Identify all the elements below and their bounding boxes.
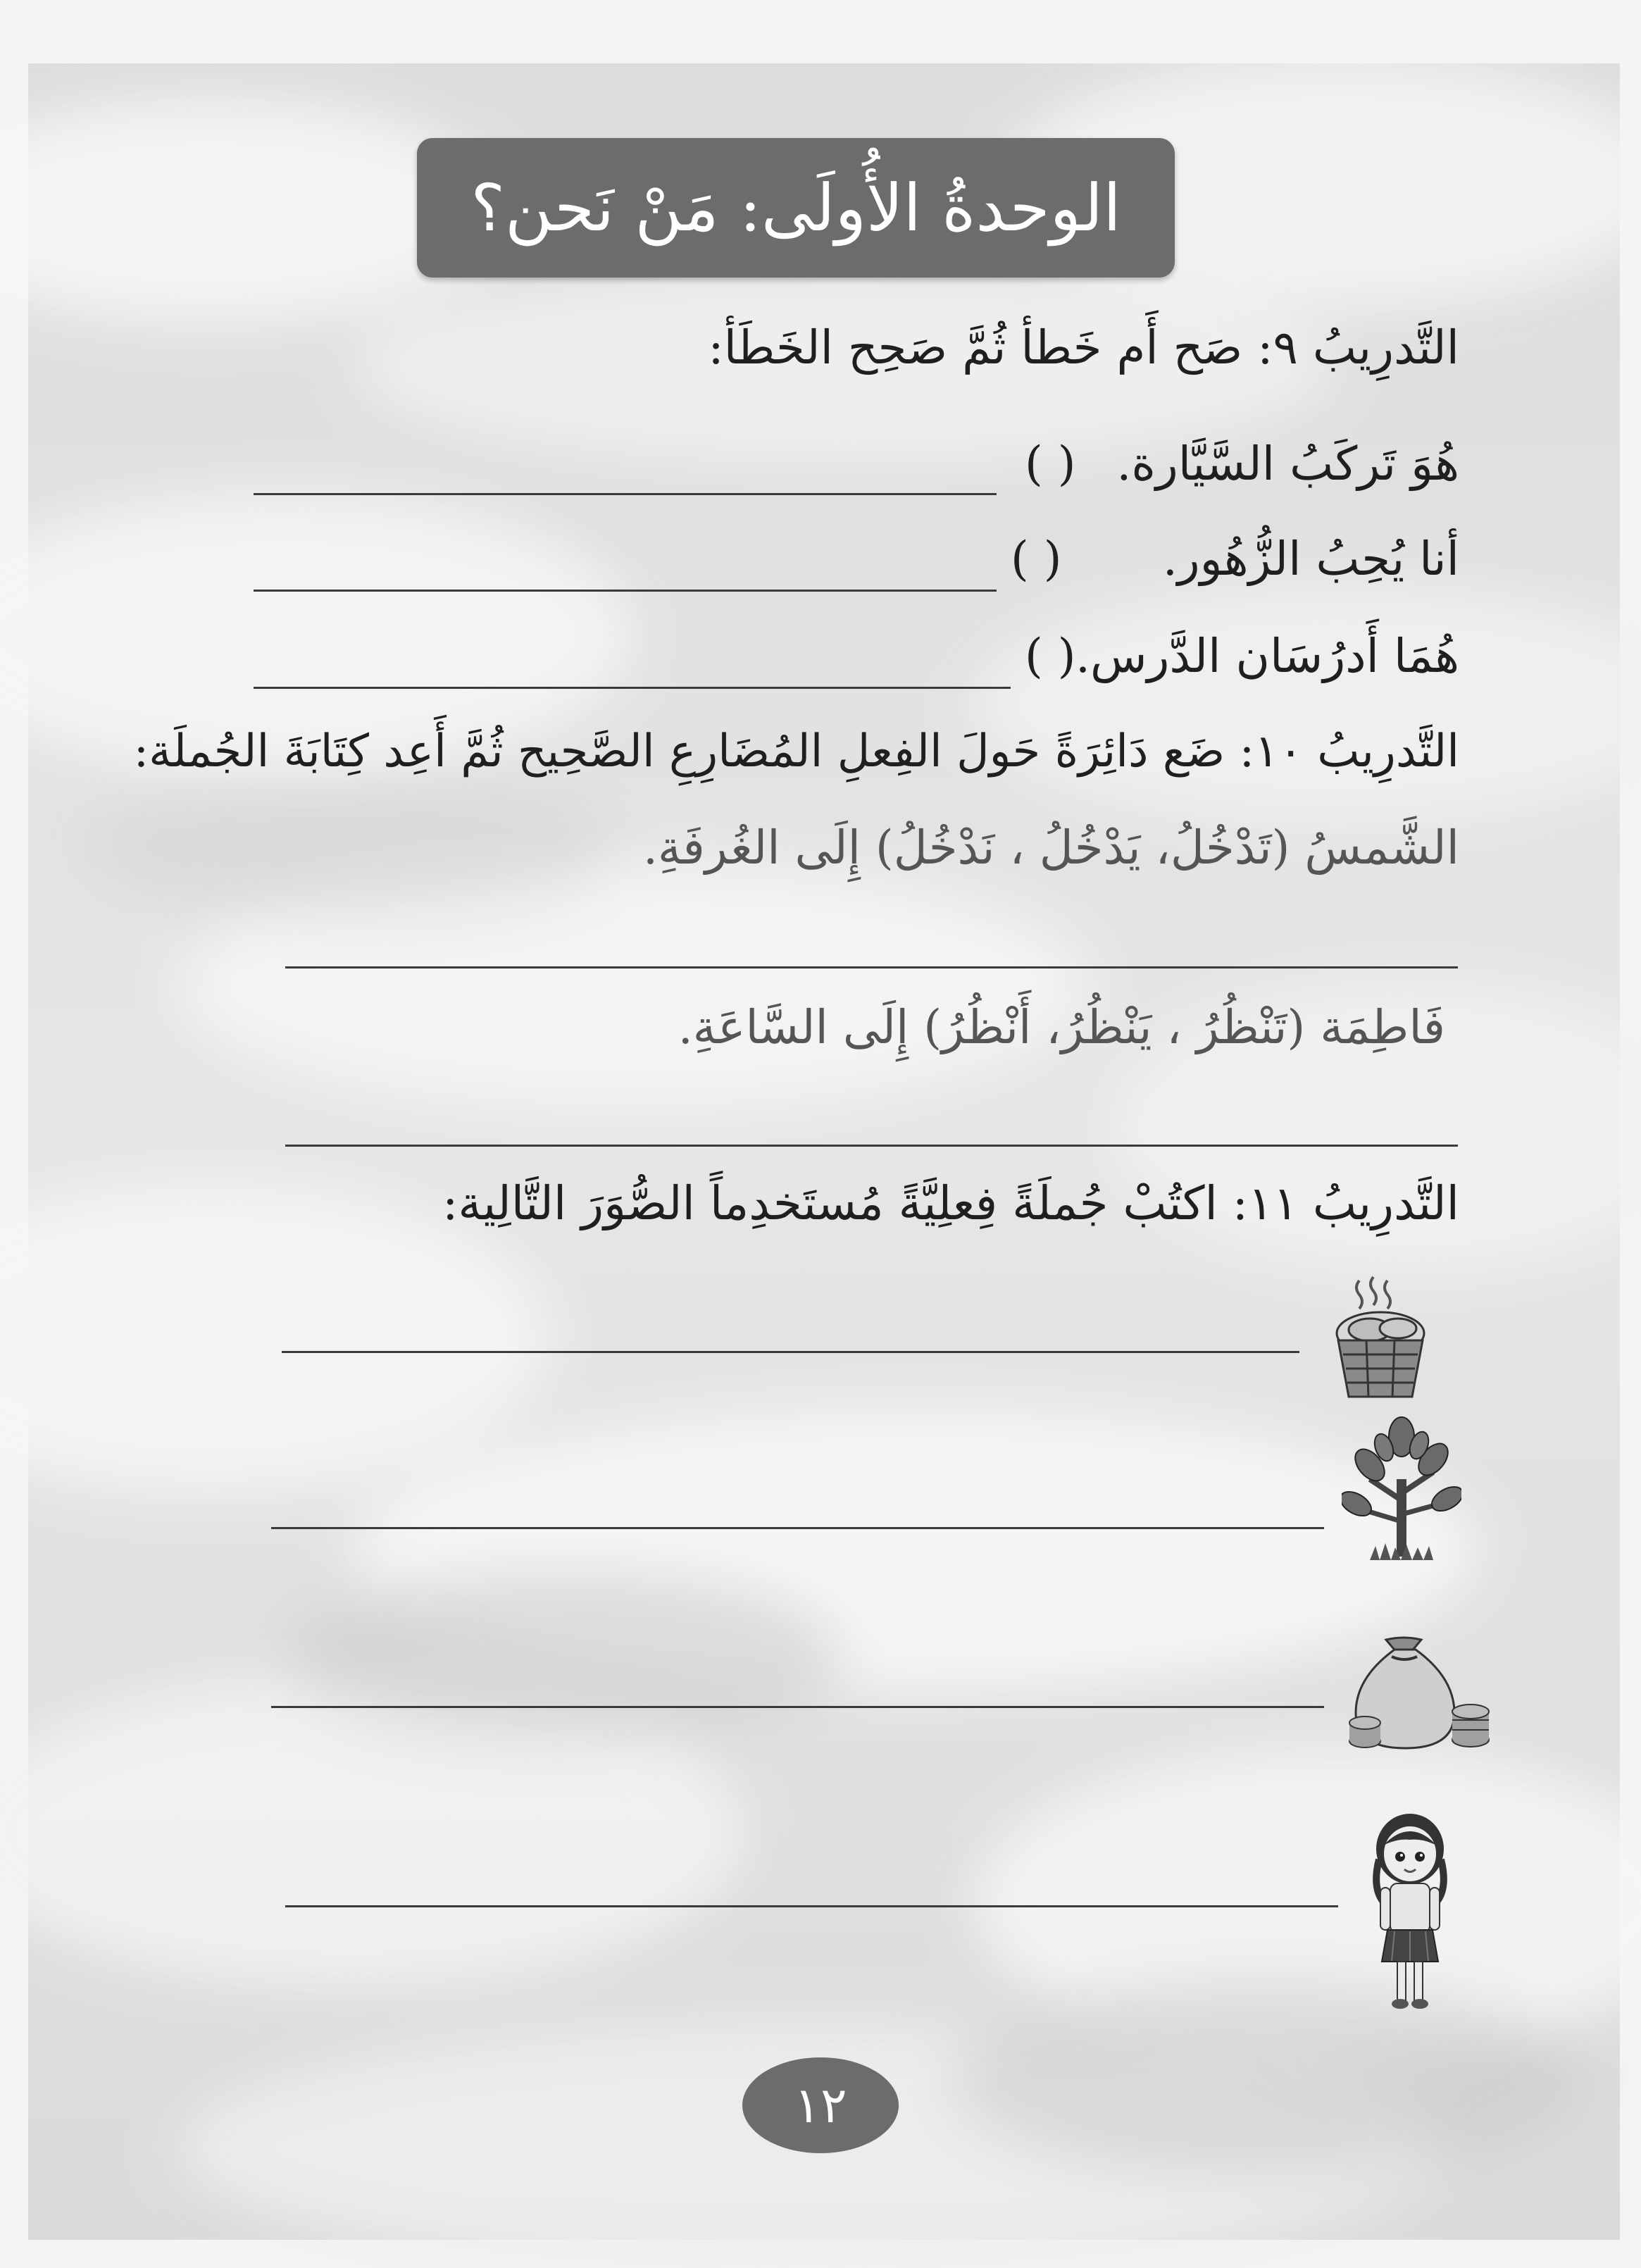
answer-parentheses[interactable]: ( ) [1025, 437, 1076, 491]
answer-line[interactable] [285, 1145, 1458, 1147]
page-number: ١٢ [794, 2076, 847, 2134]
answer-line[interactable] [254, 687, 1011, 689]
answer-line[interactable] [285, 966, 1458, 968]
money-bag-icon [1344, 1634, 1495, 1754]
exercise9-item-2: أنا يُحِبُ الزُّهُور. [1162, 532, 1459, 586]
answer-line[interactable] [285, 1905, 1338, 1907]
exercise9-item-1: هُوَ تَركَبُ السَّيَّارة. [1116, 437, 1459, 491]
unit-title: الوحدةُ الأُولَى: مَنْ نَحن؟ [470, 170, 1121, 246]
girl-icon [1366, 1810, 1454, 2014]
answer-line[interactable] [282, 1351, 1299, 1353]
exercise10-item-1: الشَّمسُ (تَدْخُلُ، يَدْخُلُ ، نَدْخُلُ) إِلَى الغُرفَةِ. [642, 821, 1459, 875]
bread-basket-icon [1328, 1273, 1433, 1407]
exercise11-title: التَّدرِيبُ ١١: اكتُبْ جُملَةً فِعلِيَّةً مُستَخدِماً الصُّوَرَ التَّالِية: [442, 1176, 1459, 1230]
tree-icon [1342, 1416, 1461, 1571]
answer-line[interactable] [254, 493, 997, 495]
answer-line[interactable] [271, 1706, 1324, 1708]
exercise9-title: التَّدرِيبُ ٩: صَح أَم خَطأ ثُمَّ صَحِح الخَطَأ: [708, 320, 1459, 375]
answer-line[interactable] [271, 1527, 1324, 1529]
page-number-badge [742, 2057, 899, 2153]
exercise9-item-3: هُمَا أَدرُسَان الدَّرس. [1075, 629, 1459, 683]
answer-parentheses[interactable]: ( ) [1025, 629, 1076, 683]
answer-line[interactable] [254, 590, 997, 592]
exercise10-title: التَّدرِيبُ ١٠: ضَع دَائِرَةً حَولَ الفِعلِ المُضَارِعِ الصَّحِيح ثُمَّ أَعِد كِتَابَةَ الجُملَة: [133, 725, 1459, 778]
answer-parentheses[interactable]: ( ) [1011, 532, 1062, 586]
exercise10-item-2: فَاطِمَة (تَنْظُرُ ، يَنْظُرُ، أَنْظُرُ) إِلَى السَّاعَةِ. [678, 1000, 1445, 1054]
unit-header [417, 138, 1175, 278]
